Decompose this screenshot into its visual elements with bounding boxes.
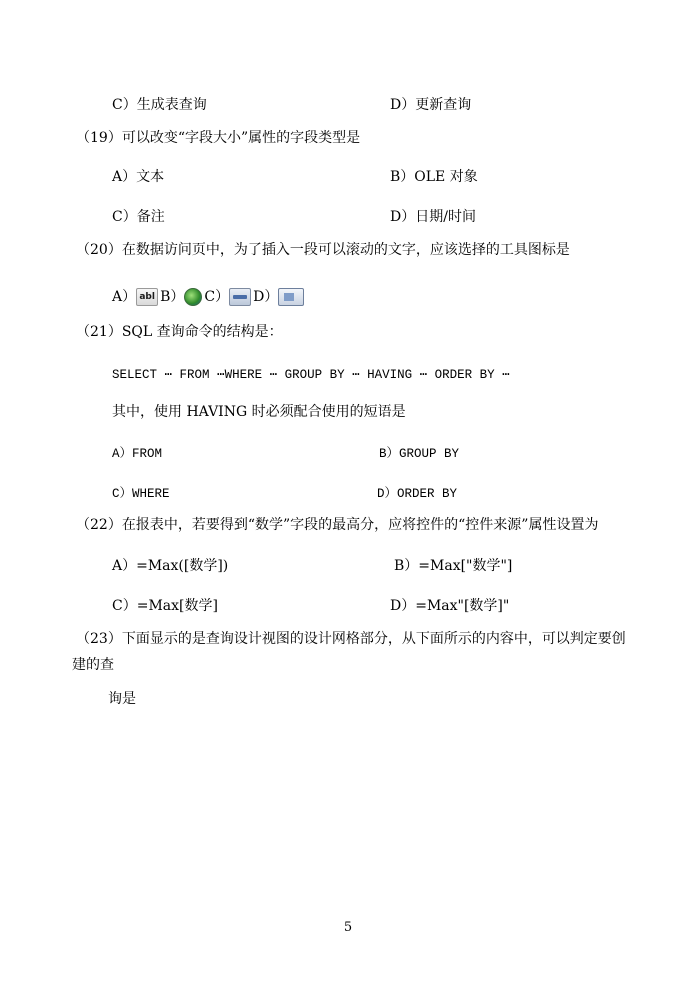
q19-option-c: C）备注 bbox=[112, 209, 165, 225]
q21-option-a: A）FROM bbox=[112, 447, 163, 461]
hyperlink-globe-icon bbox=[184, 288, 202, 306]
q21-option-c: C）WHERE bbox=[112, 487, 170, 501]
q21-sub: 其中，使用 HAVING 时必须配合使用的短语是 bbox=[112, 404, 406, 420]
q21-sql: SELECT ⋯ FROM ⋯WHERE ⋯ GROUP BY ⋯ HAVING ⋯ ORDER BY ⋯ bbox=[112, 368, 510, 382]
q23-stem-line1: （23）下面显示的是查询设计视图的设计网格部分，从下面所示的内容中，可以判定要创 bbox=[76, 631, 626, 647]
q20-options bbox=[112, 288, 306, 306]
q20-option-d-label: D） bbox=[253, 289, 279, 305]
q22-option-a: A）=Max([数学]) bbox=[112, 558, 229, 574]
q22-option-b: B）=Max["数学"] bbox=[394, 558, 513, 574]
q20-option-a-label: A） bbox=[112, 289, 137, 305]
q19-stem: （19）可以改变“字段大小”属性的字段类型是 bbox=[76, 130, 361, 146]
q22-option-d: D）=Max"[数学]" bbox=[390, 598, 510, 614]
q23-stem-line3: 询是 bbox=[108, 691, 136, 707]
q20-stem: （20）在数据访问页中，为了插入一段可以滚动的文字，应该选择的工具图标是 bbox=[76, 242, 570, 258]
q20-option-b-label: B） bbox=[160, 289, 185, 305]
q21-option-b: B）GROUP BY bbox=[379, 447, 460, 461]
scrolling-text-icon bbox=[229, 288, 251, 306]
q19-option-d: D）日期/时间 bbox=[390, 209, 476, 225]
q18-option-c: C）生成表查询 bbox=[112, 97, 207, 113]
q21-option-d: D）ORDER BY bbox=[377, 487, 458, 501]
q22-option-c: C）=Max[数学] bbox=[112, 598, 218, 614]
q22-stem: （22）在报表中，若要得到“数学”字段的最高分，应将控件的“控件来源”属性设置为 bbox=[76, 517, 599, 533]
q19-option-b: B）OLE 对象 bbox=[390, 169, 478, 185]
q23-stem-line2: 建的查 bbox=[72, 657, 114, 673]
q19-option-a: A）文本 bbox=[112, 169, 165, 185]
q21-stem: （21）SQL 查询命令的结构是： bbox=[76, 324, 283, 340]
q20-option-c-label: C） bbox=[204, 289, 230, 305]
text-box-icon: abl bbox=[136, 288, 158, 306]
page-number: 5 bbox=[343, 920, 353, 935]
q18-option-d: D）更新查询 bbox=[390, 97, 472, 113]
movie-control-icon bbox=[278, 288, 304, 306]
